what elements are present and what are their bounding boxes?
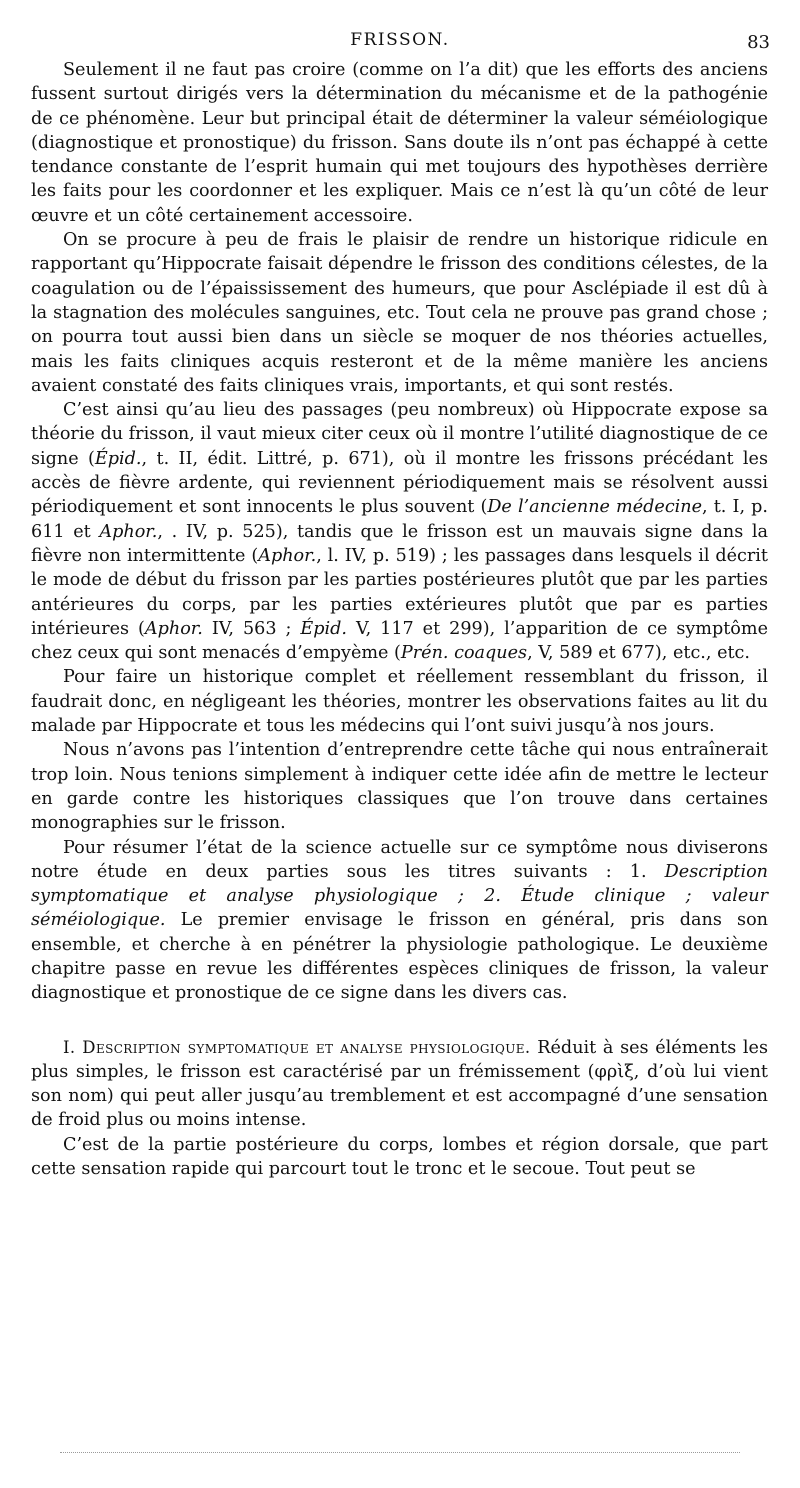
running-title: FRISSON.	[350, 30, 450, 50]
paragraph	[31, 738, 768, 835]
italic-text: Aphor.	[99, 521, 158, 542]
text-run: IV, 563 ;	[202, 618, 301, 639]
text-run: V, 117 et 299), l’apparition de ce symptôme chez ceux qui sont menacés d’empyème (	[31, 618, 768, 664]
paragraph	[31, 228, 768, 398]
text-run: , V, 589 et 677), etc., etc.	[527, 643, 750, 664]
page-number: 83	[747, 32, 770, 53]
paragraph	[31, 398, 768, 665]
text-run: Le premier envisage le frisson en général, pris dans son ensemble, et cherche à en pénétrer la physiologie pathologique. Le deuxième chapitre passe en revue les différentes espèces cliniques de frisson, la valeur diagnostique et pronostique de ce signe dans les divers cas.	[31, 910, 768, 1004]
text-run: Seulement il ne faut pas croire (comme on l’a dit) que les efforts des anciens fussent surtout dirigés vers la détermination du mécanisme et de la pathogénie de ce phénomène. Leur but principal était de déterminer la valeur séméiologique (diagnostique et pronostique) du frisson. Sans doute ils n’ont pas échappé à cette tendance constante de l’esprit humain qui met toujours des hypothèses derrière les faits pour les coordonner et les expliquer. Mais ce n’est là qu’un côté de leur œuvre et un côté certainement accessoire.	[31, 60, 768, 226]
text-run: Pour résumer l’état de la science actuelle sur ce symptôme nous diviserons notre étude en deux parties sous les titres suivants : 1.	[31, 837, 768, 882]
paragraph	[31, 1036, 768, 1133]
text-run: , l. IV, p. 519) ; les passages dans lesquels il décrit le mode de début du frisson par les parties postérieures plutôt que par les parties antérieures du corps, par les parties extérieures plutôt que par es parties intérieures (	[31, 545, 768, 639]
running-head	[30, 28, 770, 54]
text-run: C’est ainsi qu’au lieu des passages (peu nombreux) où Hippocrate expose sa théorie du frisson, il vaut mieux citer ceux où il montre l’utilité diagnostique de ce signe (	[31, 400, 768, 469]
text-run: Nous n’avons pas l’intention d’entreprendre cette tâche qui nous entraînerait trop loin. Nous tenions simplement à indiquer cette idée afin de mettre le lecteur en garde contre les historiques classiques que l’on trouve dans certaines monographies sur le frisson.	[31, 740, 768, 834]
italic-text: Prén. coaques	[400, 643, 528, 664]
italic-text: Aphor.	[258, 545, 317, 566]
italic-text: Description symptomatique et analyse physiologique ; 2. Étude clinique ; valeur séméiologique.	[31, 861, 768, 931]
paragraph	[31, 836, 768, 1006]
italic-text: De l’ancienne médecine	[487, 497, 703, 518]
italic-text: Épid.	[94, 448, 142, 469]
italic-text: Aphor.	[144, 618, 203, 639]
text-run: , . IV, p. 525), tandis que le frisson est un mauvais signe dans la fièvre non intermittente (	[31, 521, 769, 566]
section-heading: I. Description symptomatique et analyse physiologique.	[63, 1037, 531, 1057]
text-run: , t. I, p. 611 et	[31, 497, 768, 542]
section-gap	[31, 1006, 768, 1036]
body-text	[31, 58, 768, 1181]
bottom-dotted-rule	[60, 1452, 740, 1453]
paragraph	[31, 665, 768, 738]
text-run: On se procure à peu de frais le plaisir de rendre un historique ridicule en rapportant qu’Hippocrate faisait dépendre le frisson des conditions célestes, de la coagulation ou de l’épaississement des humeurs, que pour Asclépiade il est dû à la stagnation des molécules sanguines, etc. Tout cela ne prouve pas grand chose ; on pourra tout aussi bien dans un siècle se moquer de nos théories actuelles, mais les faits cliniques acquis resteront et de la même manière les anciens avaient constaté des faits cliniques vrais, importants, et qui sont restés.	[31, 230, 768, 396]
text-run: Réduit à ses éléments les plus simples, le frisson est caractérisé par un frémissement (φρὶξ, d’où lui vient son nom) qui peut aller jusqu’au tremblement et est accompagné d’une sensation de froid plus ou moins intense.	[31, 1037, 769, 1131]
text-run: , t. II, édit. Littré, p. 671), où il montre les frissons précédant les accès de fièvre ardente, qui reviennent périodiquement mais se résolvent aussi périodiquement et sont innocents le plus souvent (	[31, 448, 768, 518]
text-run: C’est de la partie postérieure du corps, lombes et région dorsale, que part cette sensation rapide qui parcourt tout le tronc et le secoue. Tout peut se	[31, 1134, 768, 1180]
italic-text: Épid.	[300, 618, 347, 639]
paragraph	[31, 58, 768, 228]
paragraph	[31, 1133, 768, 1182]
text-run: Pour faire un historique complet et réellement ressemblant du frisson, il faudrait donc, en négligeant les théories, montrer les observations faites au lit du malade par Hippocrate et tous les médecins qui l’ont suivi jusqu’à nos jours.	[31, 667, 768, 737]
